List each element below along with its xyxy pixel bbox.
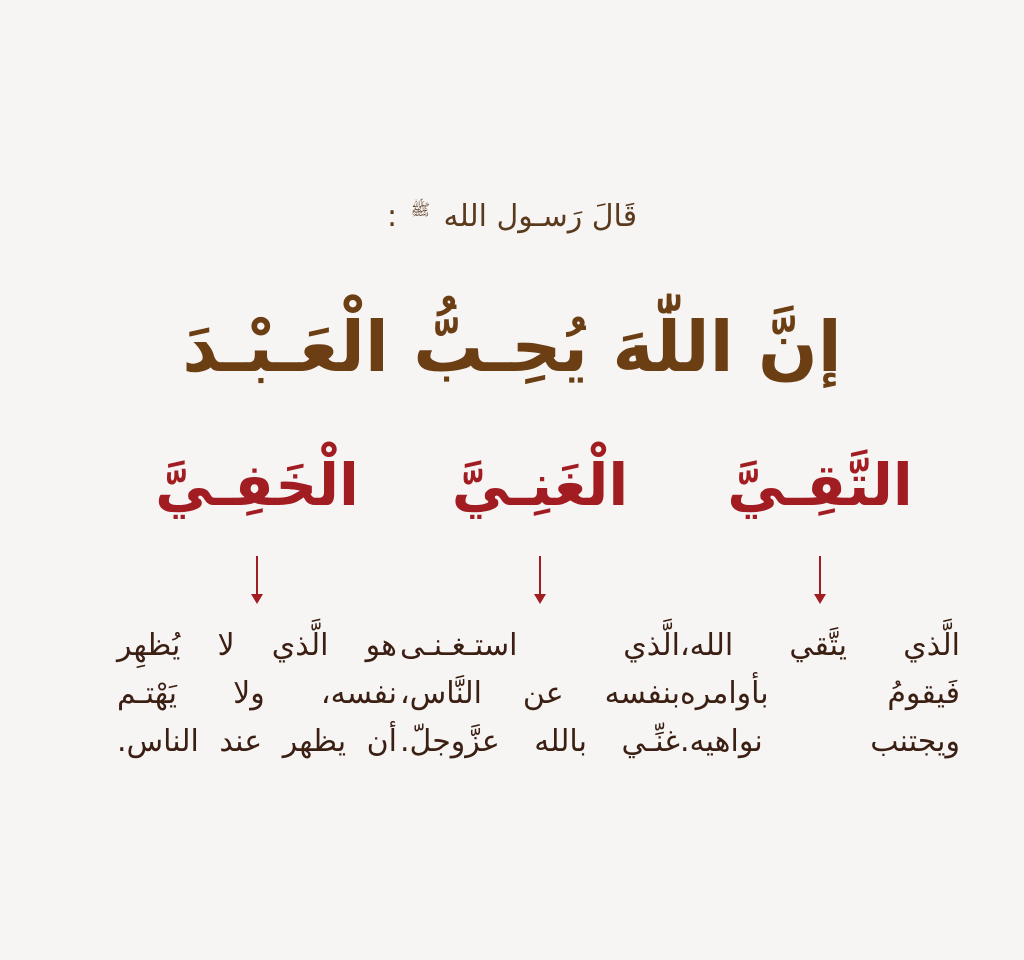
quality-description: [400, 622, 680, 766]
honorific-symbol: ﷺ: [410, 200, 430, 219]
description-line: الَّذي يتَّقي الله،: [680, 628, 960, 663]
intro-colon: :: [386, 199, 398, 234]
intro-text: قَالَ رَسـول الله: [443, 199, 638, 234]
quality-term: الْغَنِـيَّ: [451, 451, 629, 519]
description-line: فَيقومُ بأوامره: [680, 676, 960, 711]
quality-description: [117, 622, 397, 766]
hadith-headline: إنَّ اللّٰهَ يُحِـبُّ الْعَـبْـدَ: [182, 306, 842, 388]
quality-column-hidden: [97, 430, 417, 766]
down-arrow-icon: [247, 540, 267, 606]
description-line: بنفسه عن النَّاس،: [400, 676, 680, 711]
quality-column-pious: [660, 430, 980, 766]
quality-term: التَّقِـيَّ: [727, 451, 913, 519]
hadith-intro: [0, 182, 1024, 245]
quality-term: الْخَفِـيَّ: [155, 451, 359, 519]
down-arrow-icon: [530, 540, 550, 606]
description-line: ويجتنب نواهيه.: [680, 724, 960, 759]
quality-description: [680, 622, 960, 766]
qualities-columns: [0, 430, 1024, 850]
description-line: غنِّـي بالله عزَّوجلّ.: [400, 724, 680, 759]
quality-column-selfsufficient: [380, 430, 700, 766]
description-line: نفسه، ولا يَهْتـم: [117, 676, 397, 711]
description-line: أن يظهر عند الناس.: [117, 724, 397, 759]
down-arrow-icon: [810, 540, 830, 606]
description-line: هو الَّذي لا يُظهِر: [117, 628, 397, 663]
description-line: الَّذي استـغـنـى: [400, 628, 680, 663]
